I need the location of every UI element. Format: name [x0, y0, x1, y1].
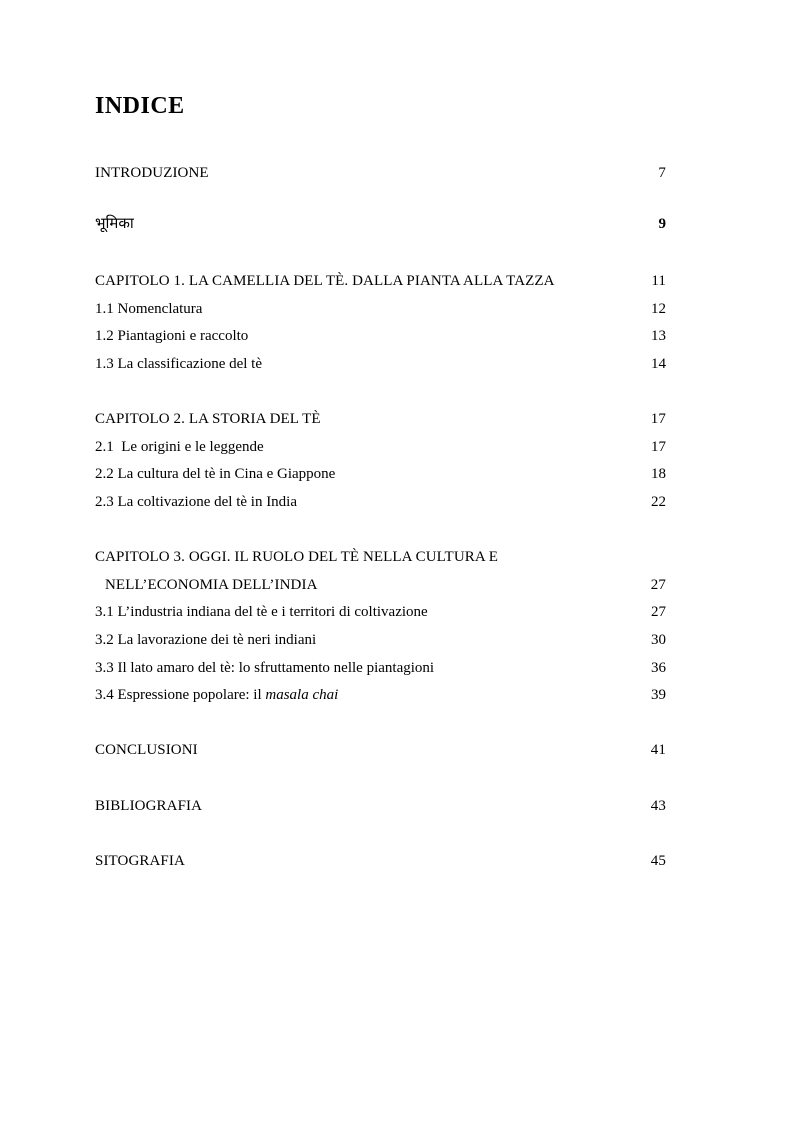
toc-page-number: 22 — [651, 494, 666, 510]
toc-label — [95, 354, 262, 374]
toc-page-number: 45 — [650, 853, 666, 869]
section-title: La classificazione del tè — [117, 356, 263, 372]
section-number: 1.1 — [95, 301, 114, 317]
toc-entry-section-3-1[interactable] — [95, 602, 666, 622]
toc-label: 3.2 La lavorazione dei tè neri indiani — [95, 632, 317, 648]
toc-label — [95, 685, 338, 705]
toc-page-number: 9 — [658, 216, 666, 232]
toc-label: 3.1 L’industria indiana del tè e i territori di coltivazione — [95, 604, 428, 620]
toc-page-number: 17 — [650, 411, 666, 427]
toc-label: भूमिका — [95, 216, 134, 232]
toc-entry-section-2-1[interactable] — [95, 437, 666, 457]
toc-entry-capitolo-3-line-2[interactable] — [95, 575, 666, 595]
toc-page-number: 30 — [651, 632, 666, 648]
toc-entry-bibliografia[interactable] — [95, 796, 666, 816]
toc-page-number: 7 — [658, 165, 666, 181]
toc-entry-section-1-3[interactable] — [95, 354, 666, 374]
toc-entry-introduzione[interactable] — [95, 163, 666, 183]
toc-page-number: 18 — [651, 466, 666, 482]
toc-label — [95, 299, 202, 319]
toc-entry-section-1-1[interactable] — [95, 299, 666, 319]
toc-page-number: 41 — [650, 742, 666, 758]
toc-entry-section-3-3[interactable] — [95, 658, 666, 678]
toc-entry-section-3-4[interactable] — [95, 685, 666, 705]
toc-label: 3.3 Il lato amaro del tè: lo sfruttamento nelle piantagioni — [95, 660, 435, 676]
toc-label: CONCLUSIONI — [95, 742, 198, 758]
toc-entry-section-1-2[interactable] — [95, 326, 666, 346]
toc-label: 2.1 Le origini e le leggende — [95, 439, 264, 455]
toc-page-number: 27 — [650, 577, 666, 593]
section-number: 1.2 — [95, 328, 114, 344]
toc-entry-section-2-3[interactable] — [95, 492, 666, 512]
toc-label: 2.2 La cultura del tè in Cina e Giappone — [95, 466, 336, 482]
toc-page-number: 14 — [651, 356, 666, 372]
toc-entry-capitolo-1[interactable] — [95, 271, 666, 291]
toc-label: SITOGRAFIA — [95, 853, 185, 869]
toc-label: CAPITOLO 2. LA STORIA DEL TÈ — [95, 411, 321, 427]
toc-page-number: 13 — [651, 328, 666, 344]
toc-page-number: 43 — [650, 798, 666, 814]
section-title: 3.4 Espressione popolare: il — [95, 687, 266, 703]
section-title: Nomenclatura — [117, 301, 203, 317]
toc-label — [95, 326, 248, 346]
toc-entry-sitografia[interactable] — [95, 851, 666, 871]
toc-label: 2.3 La coltivazione del tè in India — [95, 494, 298, 510]
toc-entry-capitolo-3-line-1[interactable] — [95, 547, 666, 567]
toc-entry-section-2-2[interactable] — [95, 464, 666, 484]
toc-entry-capitolo-2[interactable] — [95, 409, 666, 429]
toc-label: CAPITOLO 3. OGGI. IL RUOLO DEL TÈ NELLA CULTURA E — [95, 549, 499, 565]
toc-page-number: 36 — [651, 660, 666, 676]
toc-page-number: 11 — [651, 273, 666, 289]
toc-page-number: 17 — [651, 439, 666, 455]
toc-label: NELL’ECONOMIA DELL’INDIA — [105, 577, 318, 593]
toc-page-number: 27 — [651, 604, 666, 620]
toc-page-number: 39 — [651, 687, 666, 703]
page-title: INDICE — [95, 93, 185, 119]
section-title: Piantagioni e raccolto — [117, 328, 249, 344]
toc-label: BIBLIOGRAFIA — [95, 798, 203, 814]
toc-entry-bhumika[interactable] — [95, 214, 666, 234]
toc-entry-section-3-2[interactable] — [95, 630, 666, 650]
section-number: 1.3 — [95, 356, 114, 372]
toc-label: INTRODUZIONE — [95, 165, 209, 181]
section-title-italic: masala chai — [265, 687, 339, 703]
toc-page-number: 12 — [651, 301, 666, 317]
toc-entry-conclusioni[interactable] — [95, 740, 666, 760]
toc-label: CAPITOLO 1. LA CAMELLIA DEL TÈ. DALLA PIANTA ALLA TAZZA — [95, 273, 555, 289]
